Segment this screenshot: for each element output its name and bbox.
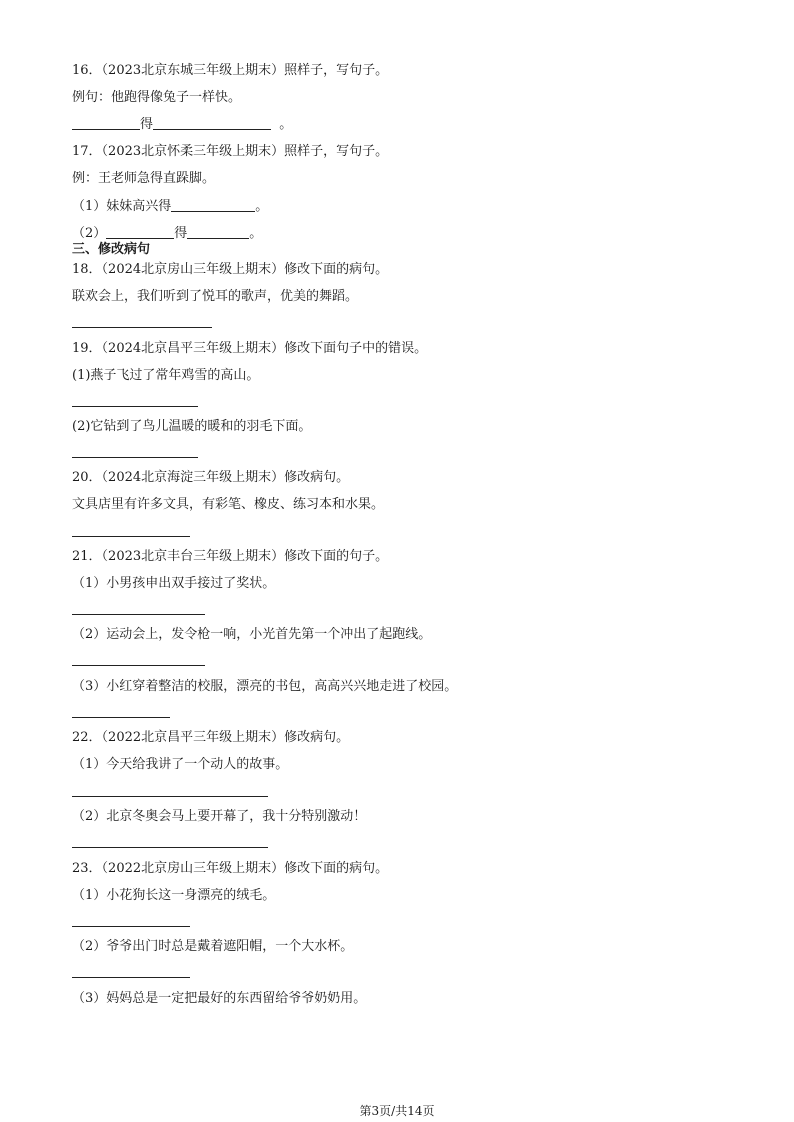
page-footer: 第3页/共14页 [359, 1104, 435, 1118]
q21-answer-line-2[interactable] [72, 665, 205, 666]
q17-item2-end: 。 [249, 226, 263, 241]
q18-answer-line[interactable] [72, 327, 212, 328]
q23-title: 23．（2022北京房山三年级上期末）修改下面的病句。 [72, 861, 389, 876]
q17-blank-3[interactable] [187, 226, 249, 239]
q16-title: 16．（2023北京东城三年级上期末）照样子，写句子。 [72, 63, 389, 78]
q20-answer-line[interactable] [72, 536, 190, 537]
q19-answer-line-2[interactable] [72, 457, 198, 458]
q16-example: 例句：他跑得像兔子一样快。 [72, 90, 242, 105]
q20-title: 20．（2024北京海淀三年级上期末）修改病句。 [72, 470, 350, 485]
q17-item2-prefix: （2） [72, 226, 107, 241]
q17-item-2 [72, 226, 262, 242]
q21-title: 21．（2023北京丰台三年级上期末）修改下面的句子。 [72, 549, 389, 564]
q19-title: 19．（2024北京昌平三年级上期末）修改下面句子中的错误。 [72, 341, 428, 356]
q16-fill-line [72, 117, 292, 133]
q17-example: 例：王老师急得直跺脚。 [72, 171, 216, 186]
q22-title: 22．（2022北京昌平三年级上期末）修改病句。 [72, 730, 350, 745]
q17-item1-prefix: （1）妹妹高兴得 [72, 199, 172, 214]
q17-item1-end: 。 [255, 199, 269, 214]
q17-item-1 [72, 199, 268, 215]
section-heading: 三、修改病句 [72, 242, 151, 257]
q16-fill-end: 。 [279, 117, 293, 132]
q16-blank-2[interactable] [153, 117, 271, 130]
q18-sentence: 联欢会上，我们听到了悦耳的歌声，优美的舞蹈。 [72, 289, 359, 304]
q17-item2-mid: 得 [174, 226, 188, 241]
q19-item-2: (2)它钻到了鸟儿温暖的暖和的羽毛下面。 [72, 419, 312, 434]
q17-blank-2[interactable] [106, 226, 174, 239]
q21-answer-line-3[interactable] [72, 717, 170, 718]
q19-item-1: (1)燕子飞过了常年鸡雪的高山。 [72, 368, 260, 383]
q16-blank-1[interactable] [72, 117, 140, 130]
q16-fill-mid: 得 [140, 117, 154, 132]
q18-title: 18．（2024北京房山三年级上期末）修改下面的病句。 [72, 262, 389, 277]
q21-answer-line-1[interactable] [72, 614, 205, 615]
q21-item-1: （1）小男孩申出双手接过了奖状。 [72, 576, 276, 591]
q23-item-1: （1）小花狗长这一身漂亮的绒毛。 [72, 888, 276, 903]
q22-item-1: （1）今天给我讲了一个动人的故事。 [72, 757, 289, 772]
q22-answer-line-2[interactable] [72, 847, 268, 848]
q23-answer-line-2[interactable] [72, 977, 190, 978]
q23-item-3: （3）妈妈总是一定把最好的东西留给爷爷奶奶用。 [72, 991, 367, 1006]
q17-blank-1[interactable] [171, 199, 255, 212]
q19-answer-line-1[interactable] [72, 406, 198, 407]
q20-sentence: 文具店里有许多文具，有彩笔、橡皮、练习本和水果。 [72, 497, 385, 512]
q21-item-3: （3）小红穿着整洁的校服，漂亮的书包，高高兴兴地走进了校园。 [72, 679, 458, 694]
q17-title: 17．（2023北京怀柔三年级上期末）照样子，写句子。 [72, 144, 389, 159]
q23-answer-line-1[interactable] [72, 926, 190, 927]
q22-answer-line-1[interactable] [72, 796, 268, 797]
q21-item-2: （2）运动会上，发令枪一响，小光首先第一个冲出了起跑线。 [72, 627, 432, 642]
q23-item-2: （2）爷爷出门时总是戴着遮阳帽，一个大水杯。 [72, 939, 354, 954]
q22-item-2: （2）北京冬奥会马上要开幕了，我十分特别激动！ [72, 809, 367, 824]
